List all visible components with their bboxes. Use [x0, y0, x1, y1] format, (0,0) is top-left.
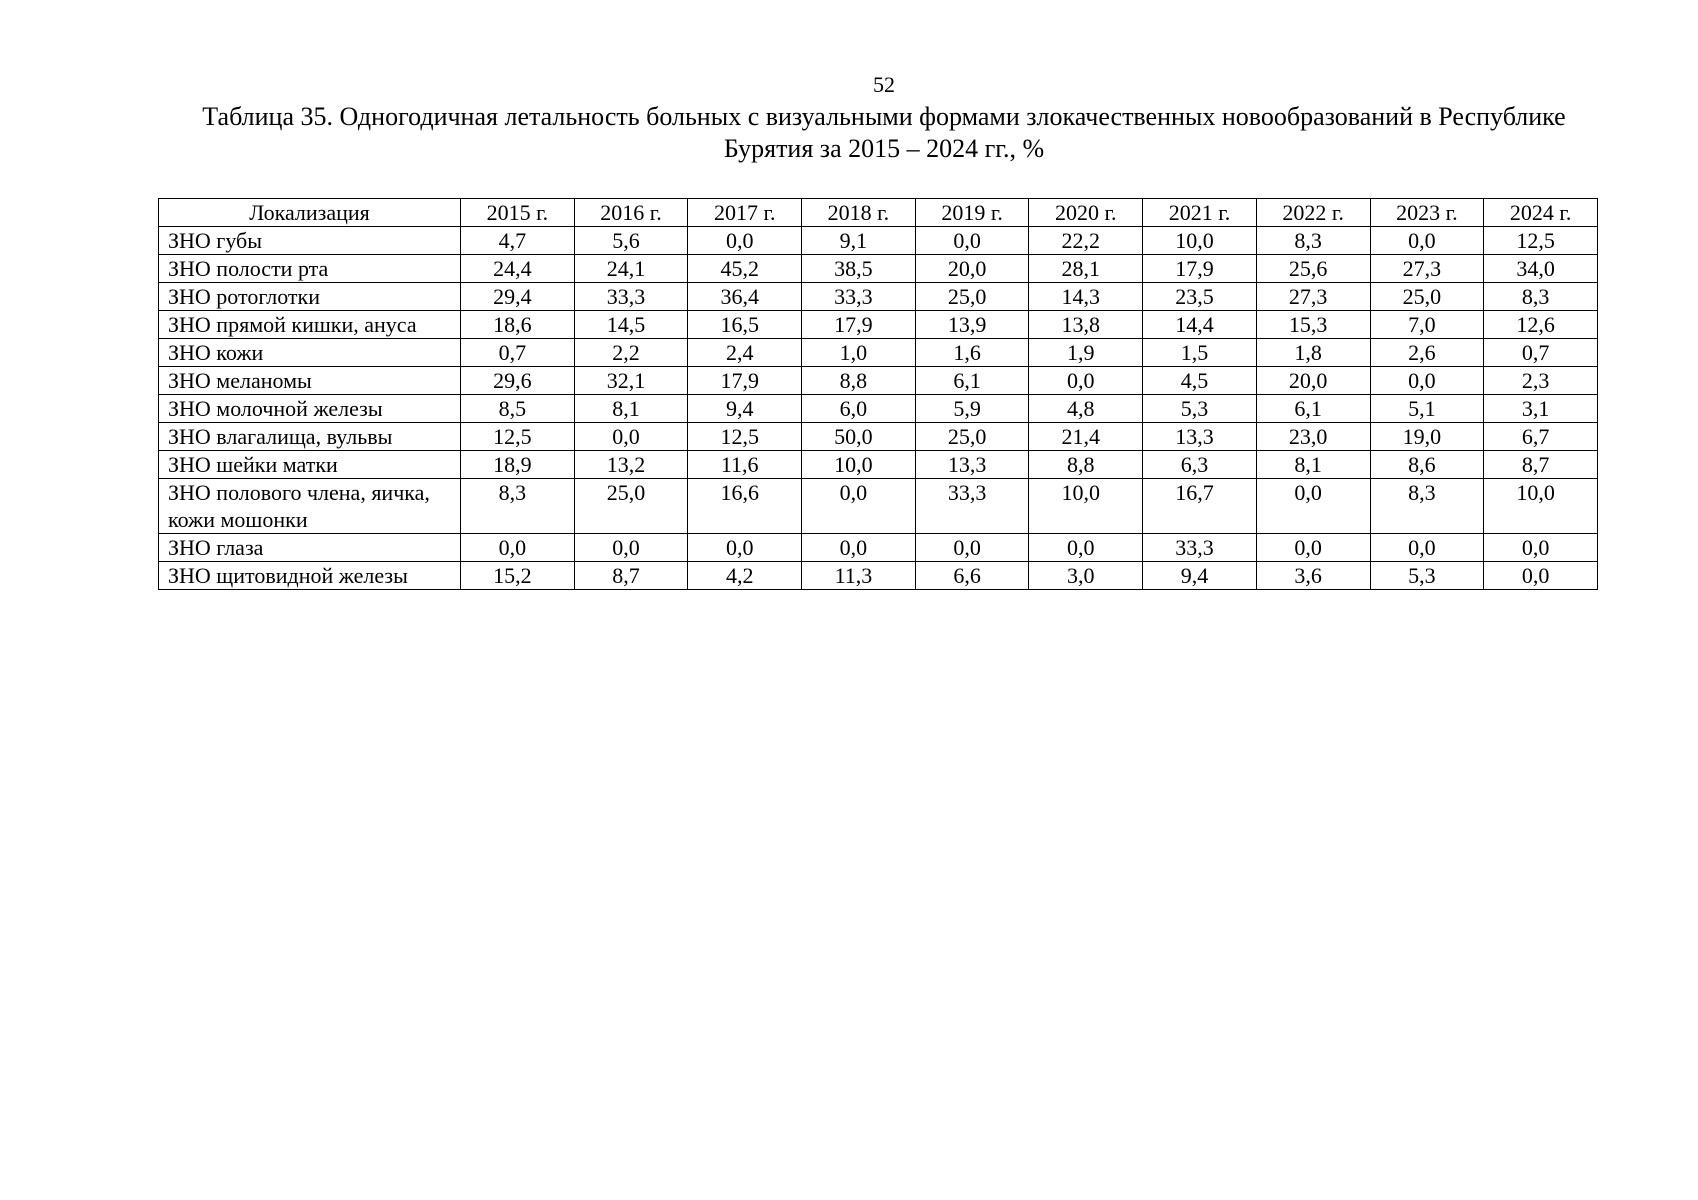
value-cell: 0,0	[461, 534, 575, 562]
value-cell: 2,3	[1484, 367, 1598, 395]
value-cell: 17,9	[1143, 255, 1257, 283]
value-cell: 10,0	[1143, 227, 1257, 255]
header-cell-localization: Локализация	[159, 199, 461, 227]
row-label-cell: ЗНО ротоглотки	[159, 283, 461, 311]
value-cell: 14,5	[574, 311, 688, 339]
value-cell: 0,0	[1029, 534, 1143, 562]
value-cell: 29,6	[461, 367, 575, 395]
header-cell-2022: 2022 г.	[1256, 199, 1370, 227]
value-cell: 5,3	[1143, 395, 1257, 423]
value-cell: 10,0	[802, 451, 916, 479]
value-cell: 8,5	[461, 395, 575, 423]
row-label-cell: ЗНО глаза	[159, 534, 461, 562]
value-cell: 6,1	[915, 367, 1029, 395]
value-cell: 0,0	[1370, 534, 1484, 562]
value-cell: 9,4	[688, 395, 802, 423]
value-cell: 24,4	[461, 255, 575, 283]
value-cell: 8,1	[574, 395, 688, 423]
value-cell: 9,1	[802, 227, 916, 255]
value-cell: 27,3	[1256, 283, 1370, 311]
row-label-cell: ЗНО прямой кишки, ануса	[159, 311, 461, 339]
value-cell: 33,3	[802, 283, 916, 311]
value-cell: 33,3	[574, 283, 688, 311]
value-cell: 8,3	[1370, 479, 1484, 534]
value-cell: 13,9	[915, 311, 1029, 339]
value-cell: 23,5	[1143, 283, 1257, 311]
value-cell: 5,1	[1370, 395, 1484, 423]
value-cell: 8,3	[1484, 283, 1598, 311]
row-label-cell: ЗНО меланомы	[159, 367, 461, 395]
table-row	[159, 423, 1598, 451]
value-cell: 6,3	[1143, 451, 1257, 479]
value-cell: 2,2	[574, 339, 688, 367]
value-cell: 0,0	[802, 534, 916, 562]
value-cell: 13,2	[574, 451, 688, 479]
value-cell: 2,6	[1370, 339, 1484, 367]
value-cell: 0,0	[688, 227, 802, 255]
value-cell: 12,6	[1484, 311, 1598, 339]
table-row	[159, 562, 1598, 590]
table-row	[159, 283, 1598, 311]
row-label-cell: ЗНО кожи	[159, 339, 461, 367]
value-cell: 8,8	[802, 367, 916, 395]
value-cell: 1,6	[915, 339, 1029, 367]
value-cell: 10,0	[1484, 479, 1598, 534]
value-cell: 4,7	[461, 227, 575, 255]
value-cell: 27,3	[1370, 255, 1484, 283]
value-cell: 0,7	[1484, 339, 1598, 367]
row-label-cell: ЗНО щитовидной железы	[159, 562, 461, 590]
value-cell: 11,3	[802, 562, 916, 590]
value-cell: 25,0	[915, 423, 1029, 451]
value-cell: 25,0	[574, 479, 688, 534]
table-row	[159, 339, 1598, 367]
value-cell: 0,0	[1256, 479, 1370, 534]
value-cell: 6,1	[1256, 395, 1370, 423]
value-cell: 8,1	[1256, 451, 1370, 479]
table-row	[159, 479, 1598, 534]
value-cell: 8,8	[1029, 451, 1143, 479]
value-cell: 12,5	[461, 423, 575, 451]
table-row	[159, 395, 1598, 423]
header-cell-2021: 2021 г.	[1143, 199, 1257, 227]
table-header-row	[159, 199, 1598, 227]
header-cell-2016: 2016 г.	[574, 199, 688, 227]
value-cell: 17,9	[688, 367, 802, 395]
value-cell: 8,7	[574, 562, 688, 590]
header-cell-2017: 2017 г.	[688, 199, 802, 227]
value-cell: 18,9	[461, 451, 575, 479]
value-cell: 8,7	[1484, 451, 1598, 479]
value-cell: 16,5	[688, 311, 802, 339]
value-cell: 12,5	[688, 423, 802, 451]
value-cell: 21,4	[1029, 423, 1143, 451]
value-cell: 8,3	[1256, 227, 1370, 255]
value-cell: 18,6	[461, 311, 575, 339]
header-cell-2018: 2018 г.	[802, 199, 916, 227]
table-row	[159, 227, 1598, 255]
header-cell-2019: 2019 г.	[915, 199, 1029, 227]
value-cell: 13,3	[1143, 423, 1257, 451]
value-cell: 2,4	[688, 339, 802, 367]
lethality-table	[158, 198, 1598, 590]
value-cell: 0,0	[688, 534, 802, 562]
value-cell: 5,9	[915, 395, 1029, 423]
value-cell: 5,6	[574, 227, 688, 255]
value-cell: 25,0	[1370, 283, 1484, 311]
value-cell: 36,4	[688, 283, 802, 311]
value-cell: 25,0	[915, 283, 1029, 311]
value-cell: 24,1	[574, 255, 688, 283]
table-title: Таблица 35. Одногодичная летальность больных с визуальными формами злокачественных новообразований в Республике Бурятия за 2015 – 2024 гг., %	[202, 102, 1566, 163]
value-cell: 17,9	[802, 311, 916, 339]
value-cell: 13,8	[1029, 311, 1143, 339]
row-label-cell: ЗНО молочной железы	[159, 395, 461, 423]
value-cell: 38,5	[802, 255, 916, 283]
value-cell: 0,0	[1370, 367, 1484, 395]
value-cell: 19,0	[1370, 423, 1484, 451]
value-cell: 0,0	[1484, 562, 1598, 590]
value-cell: 11,6	[688, 451, 802, 479]
value-cell: 5,3	[1370, 562, 1484, 590]
value-cell: 0,0	[1029, 367, 1143, 395]
page-number: 52	[873, 72, 895, 97]
value-cell: 32,1	[574, 367, 688, 395]
value-cell: 0,0	[574, 423, 688, 451]
value-cell: 20,0	[915, 255, 1029, 283]
value-cell: 9,4	[1143, 562, 1257, 590]
value-cell: 3,0	[1029, 562, 1143, 590]
row-label-cell: ЗНО полости рта	[159, 255, 461, 283]
value-cell: 0,0	[915, 227, 1029, 255]
value-cell: 33,3	[915, 479, 1029, 534]
row-label-cell: ЗНО шейки матки	[159, 451, 461, 479]
value-cell: 7,0	[1370, 311, 1484, 339]
value-cell: 1,8	[1256, 339, 1370, 367]
row-label-cell: ЗНО полового члена, яичка, кожи мошонки	[159, 479, 461, 534]
value-cell: 0,0	[1256, 534, 1370, 562]
value-cell: 29,4	[461, 283, 575, 311]
value-cell: 16,6	[688, 479, 802, 534]
value-cell: 3,6	[1256, 562, 1370, 590]
table-row	[159, 311, 1598, 339]
value-cell: 25,6	[1256, 255, 1370, 283]
value-cell: 4,2	[688, 562, 802, 590]
value-cell: 1,9	[1029, 339, 1143, 367]
value-cell: 0,7	[461, 339, 575, 367]
value-cell: 0,0	[802, 479, 916, 534]
table-row	[159, 451, 1598, 479]
header-cell-2023: 2023 г.	[1370, 199, 1484, 227]
value-cell: 3,1	[1484, 395, 1598, 423]
value-cell: 14,4	[1143, 311, 1257, 339]
value-cell: 0,0	[915, 534, 1029, 562]
value-cell: 0,0	[1370, 227, 1484, 255]
value-cell: 20,0	[1256, 367, 1370, 395]
value-cell: 8,3	[461, 479, 575, 534]
header-cell-2015: 2015 г.	[461, 199, 575, 227]
value-cell: 0,0	[574, 534, 688, 562]
row-label-cell: ЗНО влагалища, вульвы	[159, 423, 461, 451]
value-cell: 14,3	[1029, 283, 1143, 311]
value-cell: 12,5	[1484, 227, 1598, 255]
value-cell: 1,5	[1143, 339, 1257, 367]
header-cell-2020: 2020 г.	[1029, 199, 1143, 227]
value-cell: 50,0	[802, 423, 916, 451]
table-row	[159, 255, 1598, 283]
value-cell: 16,7	[1143, 479, 1257, 534]
table-row	[159, 367, 1598, 395]
value-cell: 33,3	[1143, 534, 1257, 562]
table-body	[159, 227, 1598, 590]
header-cell-2024: 2024 г.	[1484, 199, 1598, 227]
value-cell: 8,6	[1370, 451, 1484, 479]
row-label-cell: ЗНО губы	[159, 227, 461, 255]
value-cell: 4,5	[1143, 367, 1257, 395]
value-cell: 22,2	[1029, 227, 1143, 255]
value-cell: 6,6	[915, 562, 1029, 590]
value-cell: 4,8	[1029, 395, 1143, 423]
value-cell: 10,0	[1029, 479, 1143, 534]
value-cell: 34,0	[1484, 255, 1598, 283]
value-cell: 15,2	[461, 562, 575, 590]
value-cell: 13,3	[915, 451, 1029, 479]
value-cell: 0,0	[1484, 534, 1598, 562]
value-cell: 6,7	[1484, 423, 1598, 451]
value-cell: 45,2	[688, 255, 802, 283]
value-cell: 28,1	[1029, 255, 1143, 283]
value-cell: 1,0	[802, 339, 916, 367]
value-cell: 15,3	[1256, 311, 1370, 339]
table-row	[159, 534, 1598, 562]
value-cell: 6,0	[802, 395, 916, 423]
value-cell: 23,0	[1256, 423, 1370, 451]
